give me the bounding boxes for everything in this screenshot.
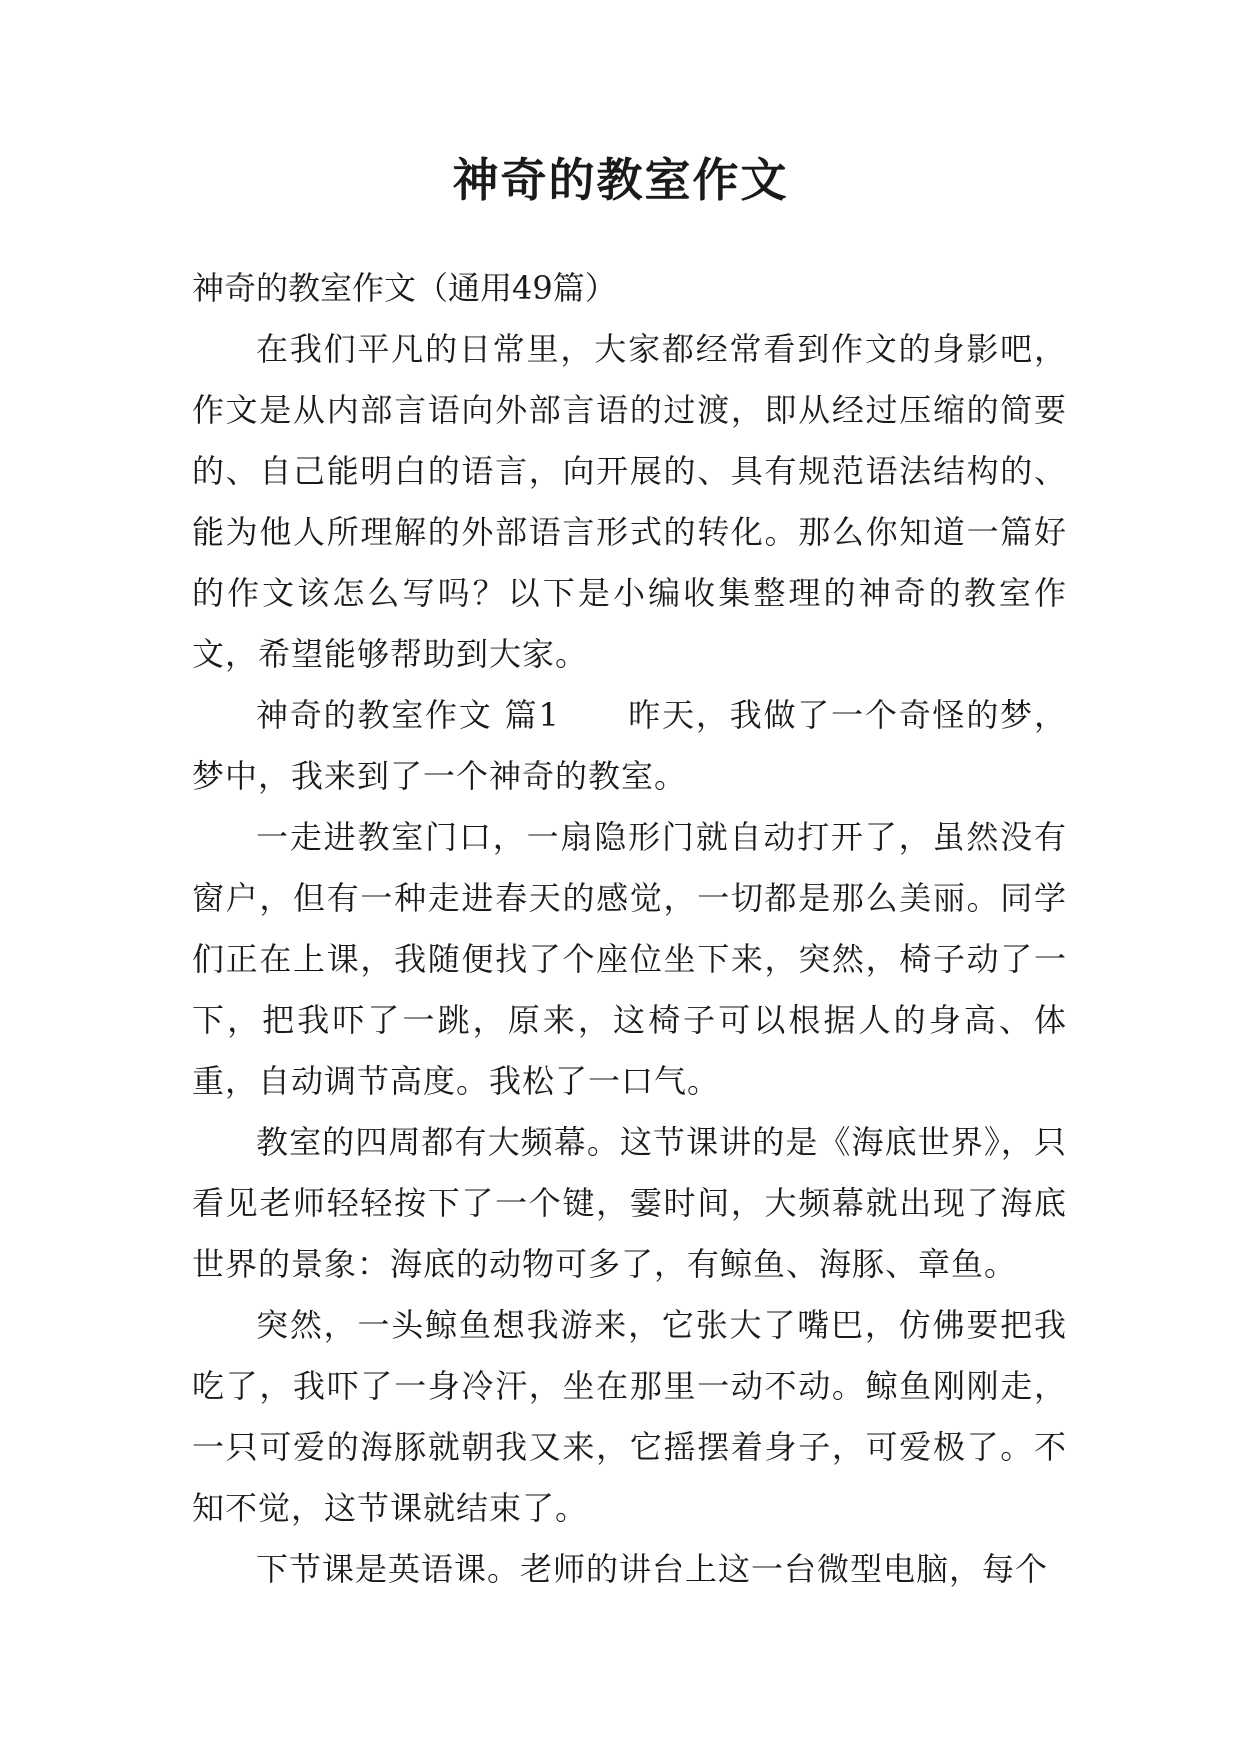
- paragraph: 一走进教室门口，一扇隐形门就自动打开了，虽然没有窗户，但有一种走进春天的感觉，一切都是那么美丽。同学们正在上课，我随便找了个座位坐下来，突然，椅子动了一下，把我吓了一跳，原来，这椅子可以根据人的身高、体重，自动调节高度。我松了一口气。: [192, 818, 1067, 1100]
- document-body: [192, 258, 1067, 1600]
- paragraph: 神奇的教室作文 篇1 昨天，我做了一个奇怪的梦，梦中，我来到了一个神奇的教室。: [192, 696, 1067, 795]
- document-subtitle: 神奇的教室作文（通用49篇）: [192, 269, 617, 307]
- paragraph: 在我们平凡的日常里，大家都经常看到作文的身影吧，作文是从内部言语向外部言语的过渡，即从经过压缩的简要的、自己能明白的语言，向开展的、具有规范语法结构的、能为他人所理解的外部语言形式的转化。那么你知道一篇好的作文该怎么写吗？以下是小编收集整理的神奇的教室作文，希望能够帮助到大家。: [192, 330, 1067, 673]
- document-title: 神奇的教室作文: [452, 153, 789, 207]
- paragraph: 教室的四周都有大频幕。这节课讲的是《海底世界》，只看见老师轻轻按下了一个键，霎时间，大频幕就出现了海底世界的景象：海底的动物可多了，有鲸鱼、海豚、章鱼。: [192, 1123, 1067, 1283]
- paragraph: 下节课是英语课。老师的讲台上这一台微型电脑，每个: [256, 1550, 1049, 1588]
- paragraph: 突然，一头鲸鱼想我游来，它张大了嘴巴，仿佛要把我吃了，我吓了一身冷汗，坐在那里一动不动。鲸鱼刚刚走，一只可爱的海豚就朝我又来，它摇摆着身子，可爱极了。不知不觉，这节课就结束了。: [192, 1306, 1067, 1527]
